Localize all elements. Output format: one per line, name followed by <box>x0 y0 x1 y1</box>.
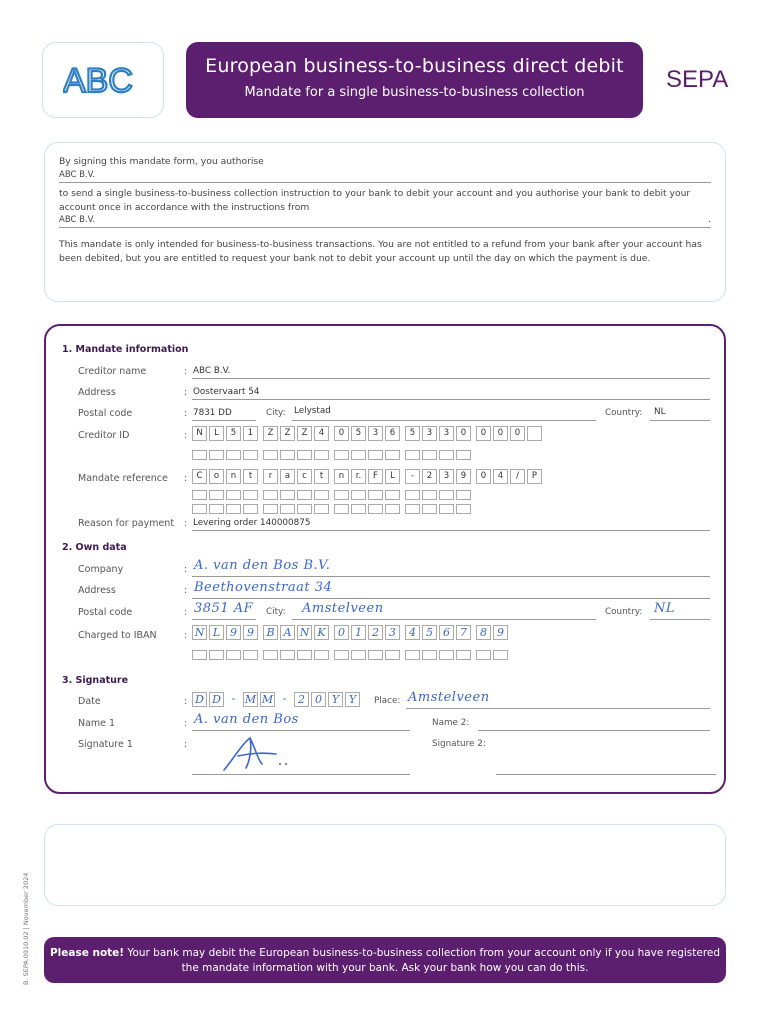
own-address-label: Address <box>78 585 116 596</box>
char-cell: r <box>263 469 278 484</box>
char-cell: n <box>334 469 349 484</box>
char-cell: 8 <box>476 625 491 640</box>
char-cell: t <box>314 469 329 484</box>
logo-frame <box>42 42 164 118</box>
creditor-postal-line <box>192 420 256 421</box>
own-address-handwritten: Beethovenstraat 34 <box>194 580 333 595</box>
char-cell: 3 <box>422 426 437 441</box>
iban-label: Charged to IBAN <box>78 630 157 641</box>
place-label: Place: <box>374 696 401 706</box>
own-postal-line <box>192 619 256 620</box>
colon: : <box>184 696 188 707</box>
colon: : <box>184 718 188 729</box>
date-cell: D <box>192 692 207 707</box>
char-cell: a <box>280 469 295 484</box>
char-cell: C <box>192 469 207 484</box>
creditor-field-2-value: ABC B.V. <box>59 215 96 226</box>
char-cell: 9 <box>493 625 508 640</box>
company-line <box>192 576 710 577</box>
name1-line <box>192 730 410 731</box>
form-subtitle: Mandate for a single business-to-business collection <box>244 85 585 100</box>
name1-handwritten: A. van den Bos <box>194 712 299 727</box>
char-cell: 9 <box>243 625 258 640</box>
char-cell: 5 <box>226 426 241 441</box>
creditor-id-boxes <box>192 426 544 441</box>
char-cell: P <box>527 469 542 484</box>
creditor-field-2 <box>59 214 711 228</box>
creditor-name-value: ABC B.V. <box>193 366 231 376</box>
header-band <box>186 42 643 118</box>
date-cell: 2 <box>294 692 309 707</box>
iban-boxes-row2 <box>192 650 510 660</box>
place-handwritten: Amstelveen <box>408 690 490 705</box>
colon: : <box>184 518 188 529</box>
char-cell: 1 <box>351 625 366 640</box>
char-cell: 0 <box>493 426 508 441</box>
date-cell: 0 <box>311 692 326 707</box>
char-cell: 4 <box>405 625 420 640</box>
creditor-address-value: Oostervaart 54 <box>193 387 260 397</box>
char-cell: 0 <box>334 426 349 441</box>
intro-box <box>44 142 726 302</box>
date-boxes <box>192 692 362 707</box>
creditor-name-label: Creditor name <box>78 366 147 377</box>
reason-label: Reason for payment <box>78 518 175 529</box>
own-country-label: Country: <box>605 607 643 617</box>
side-document-code: B. SEPA.0910.02 | November 2024 <box>22 872 30 985</box>
own-postal-label: Postal code <box>78 607 133 618</box>
char-cell: 0 <box>510 426 525 441</box>
char-cell: o <box>209 469 224 484</box>
mandate-reference-label: Mandate reference <box>78 473 168 484</box>
colon: : <box>184 739 188 750</box>
note-text: Your bank may debit the European business-to-business collection from your account only if you have registered the mandate information with your bank. Ask your bank how you can do this. <box>124 947 721 975</box>
char-cell: B <box>263 625 278 640</box>
char-cell: 9 <box>226 625 241 640</box>
char-cell: 0 <box>476 469 491 484</box>
char-cell: 6 <box>439 625 454 640</box>
colon: : <box>184 473 188 484</box>
char-cell: L <box>209 426 224 441</box>
mandate-reference-boxes <box>192 469 544 484</box>
char-cell: 9 <box>456 469 471 484</box>
char-cell: r. <box>351 469 366 484</box>
name2-line <box>478 730 710 731</box>
creditor-postal-value: 7831 DD <box>193 408 232 418</box>
creditor-country-line <box>650 420 710 421</box>
char-cell: 5 <box>351 426 366 441</box>
char-cell: - <box>405 469 420 484</box>
creditor-id-boxes-row2 <box>192 450 476 460</box>
char-cell: 6 <box>385 426 400 441</box>
svg-text:ABC: ABC <box>63 64 133 96</box>
colon: : <box>184 430 188 441</box>
intro-notice: This mandate is only intended for business-to-business transactions. You are not entitled to a refund from your bank after your account has been debited, but you are entitled to request your bank not to debit your account up until the day on which the payment is due. <box>59 239 702 265</box>
section-1-title: 1. Mandate information <box>62 344 189 355</box>
char-cell: 0 <box>456 426 471 441</box>
char-cell: 7 <box>456 625 471 640</box>
creditor-country-value: NL <box>654 407 666 417</box>
creditor-field-1: ABC B.V. <box>59 169 711 183</box>
creditor-address-line <box>192 399 710 400</box>
creditor-city-value: Lelystad <box>294 406 331 416</box>
char-cell: A <box>280 625 295 640</box>
char-cell: 0 <box>334 625 349 640</box>
char-cell: 3 <box>439 469 454 484</box>
char-cell: t <box>243 469 258 484</box>
company-handwritten: A. van den Bos B.V. <box>194 558 331 573</box>
own-city-handwritten: Amstelveen <box>302 601 384 616</box>
colon: : <box>184 564 188 575</box>
char-cell: K <box>314 625 329 640</box>
char-cell: 0 <box>476 426 491 441</box>
note-bold: Please note! <box>49 947 125 959</box>
char-cell: 2 <box>368 625 383 640</box>
creditor-address-label: Address <box>78 387 116 398</box>
mandate-reference-boxes-row2 <box>192 490 476 500</box>
char-cell: 2 <box>422 469 437 484</box>
mandate-reference-boxes-row3 <box>192 504 476 514</box>
colon: : <box>184 366 188 377</box>
colon: : <box>184 607 188 618</box>
char-cell: L <box>385 469 400 484</box>
iban-boxes <box>192 625 510 640</box>
char-cell: 1 <box>243 426 258 441</box>
own-city-label: City: <box>266 607 286 617</box>
date-cell: D <box>209 692 224 707</box>
own-city-line <box>292 619 596 620</box>
place-line <box>406 708 710 709</box>
char-cell: 3 <box>439 426 454 441</box>
char-cell: 5 <box>405 426 420 441</box>
char-cell: n <box>226 469 241 484</box>
colon: : <box>184 585 188 596</box>
own-country-handwritten: NL <box>654 601 676 616</box>
abc-logo <box>63 64 143 96</box>
creditor-name-line <box>192 378 710 379</box>
intro-period: . <box>708 215 711 226</box>
char-cell: Z <box>263 426 278 441</box>
intro-line-1: By signing this mandate form, you authorise <box>59 156 264 167</box>
mandate-form <box>44 324 726 794</box>
colon: : <box>184 408 188 419</box>
char-cell: N <box>192 625 207 640</box>
own-postal-handwritten: 3851 AF <box>194 601 254 616</box>
creditor-city-label: City: <box>266 408 286 418</box>
char-cell: 3 <box>368 426 383 441</box>
char-cell: c <box>297 469 312 484</box>
signature2-label: Signature 2: <box>432 739 486 749</box>
own-country-line <box>650 619 710 620</box>
note-banner <box>44 937 726 983</box>
creditor-city-line <box>292 420 596 421</box>
char-cell: Z <box>280 426 295 441</box>
company-label: Company <box>78 564 124 575</box>
name1-label: Name 1 <box>78 718 116 729</box>
signature1-line <box>192 774 410 775</box>
char-cell <box>527 426 542 441</box>
creditor-country-label: Country: <box>605 408 643 418</box>
char-cell: L <box>209 625 224 640</box>
char-cell: / <box>510 469 525 484</box>
char-cell: 4 <box>314 426 329 441</box>
date-label: Date <box>78 696 101 707</box>
date-cell: Y <box>345 692 360 707</box>
char-cell: N <box>297 625 312 640</box>
empty-notes-box <box>44 824 726 906</box>
name2-label: Name 2: <box>432 718 470 728</box>
date-cell: Y <box>328 692 343 707</box>
char-cell: F <box>368 469 383 484</box>
reason-value: Levering order 140000875 <box>193 518 311 528</box>
form-title: European business-to-business direct debit <box>205 55 624 77</box>
date-separator: - <box>231 692 236 705</box>
section-2-title: 2. Own data <box>62 542 127 553</box>
date-cell: M <box>244 693 257 706</box>
char-cell: 3 <box>385 625 400 640</box>
char-cell: Z <box>297 426 312 441</box>
signature1-label: Signature 1 <box>78 739 133 750</box>
colon: : <box>184 630 188 641</box>
intro-line-2: to send a single business-to-business collection instruction to your bank to debit your account and you authorise your bank to debit your account once in accordance with the instructions from <box>59 187 691 213</box>
char-cell: 4 <box>493 469 508 484</box>
signature2-line <box>496 774 716 775</box>
creditor-id-label: Creditor ID <box>78 430 130 441</box>
own-address-line <box>192 598 710 599</box>
date-separator: - <box>282 692 287 705</box>
section-3-title: 3. Signature <box>62 675 129 686</box>
creditor-postal-label: Postal code <box>78 408 133 419</box>
reason-line <box>192 530 710 531</box>
colon: : <box>184 387 188 398</box>
char-cell: 5 <box>422 625 437 640</box>
signature-1-scribble <box>216 734 306 774</box>
sepa-label: SEPA <box>666 66 729 93</box>
char-cell: N <box>192 426 207 441</box>
date-cell: M <box>261 693 274 706</box>
